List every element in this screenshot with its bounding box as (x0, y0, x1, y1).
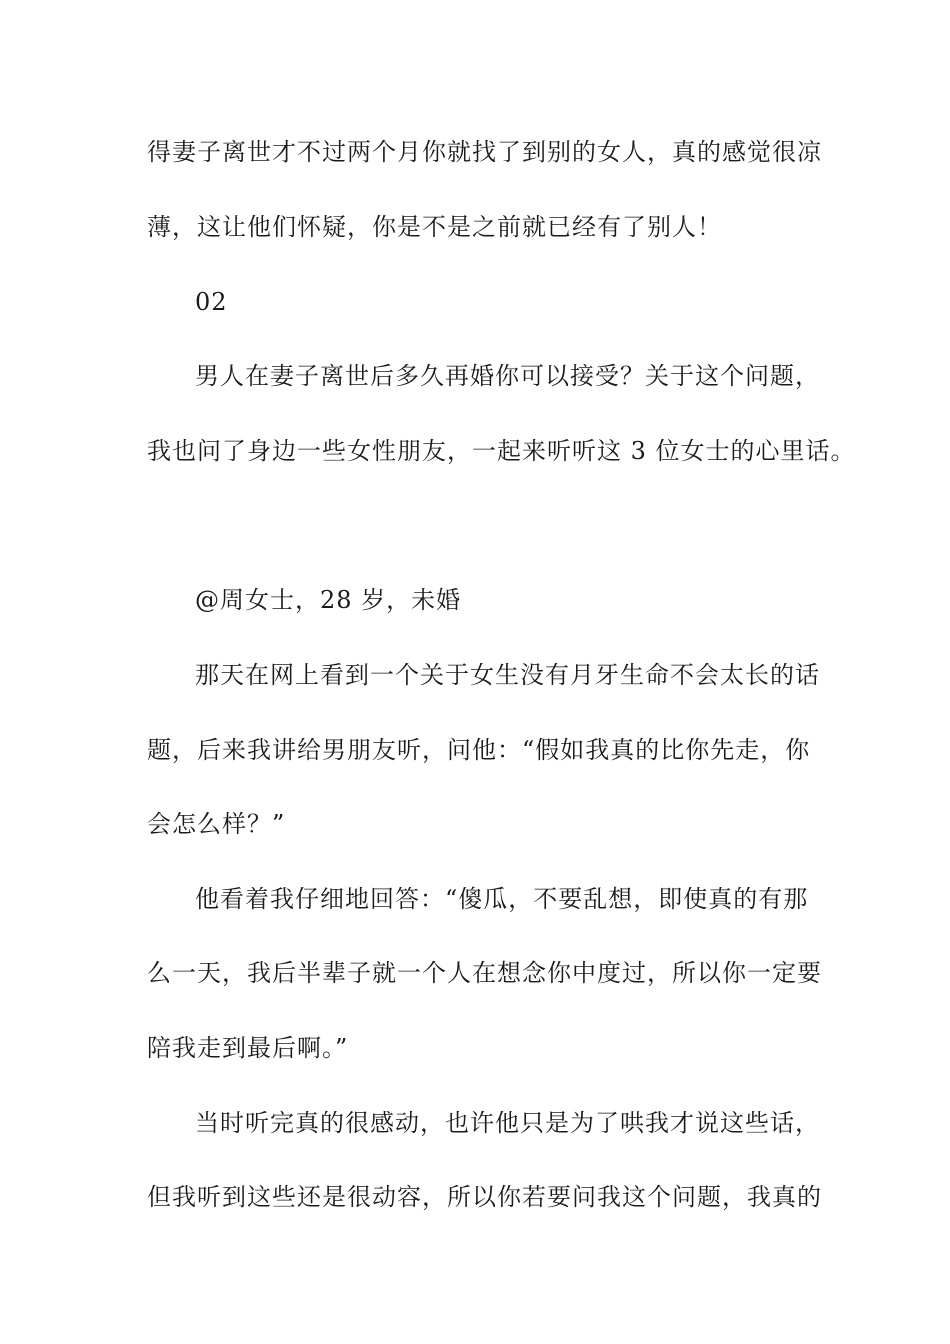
text-line: 薄，这让他们怀疑，你是不是之前就已经有了别人！ (147, 213, 722, 241)
text-line: 那天在网上看到一个关于女生没有月牙生命不会太长的话 (195, 661, 820, 689)
speaker-heading: @周女士，28 岁，未婚 (195, 586, 462, 614)
text-line: 得妻子离世才不过两个月你就找了到别的女人，真的感觉很凉 (147, 138, 822, 166)
text-line: 陪我走到最后啊。” (147, 1034, 349, 1062)
text-line: 男人在妻子离世后多久再婚你可以接受？关于这个问题， (195, 362, 820, 390)
section-number: 02 (195, 288, 228, 316)
text-line: 么一天，我后半辈子就一个人在想念你中度过，所以你一定要 (147, 959, 822, 987)
text-line: 当时听完真的很感动，也许他只是为了哄我才说这些话， (195, 1109, 820, 1137)
text-line: 我也问了身边一些女性朋友，一起来听听这 3 位女士的心里话。 (147, 437, 856, 465)
text-line: 他看着我仔细地回答：“傻瓜，不要乱想，即使真的有那 (195, 885, 809, 913)
text-line: 会怎么样？” (147, 810, 286, 838)
text-line: 但我听到这些还是很动容，所以你若要问我这个问题，我真的 (147, 1183, 822, 1211)
text-line: 题，后来我讲给男朋友听，问他：“假如我真的比你先走，你 (147, 736, 811, 764)
